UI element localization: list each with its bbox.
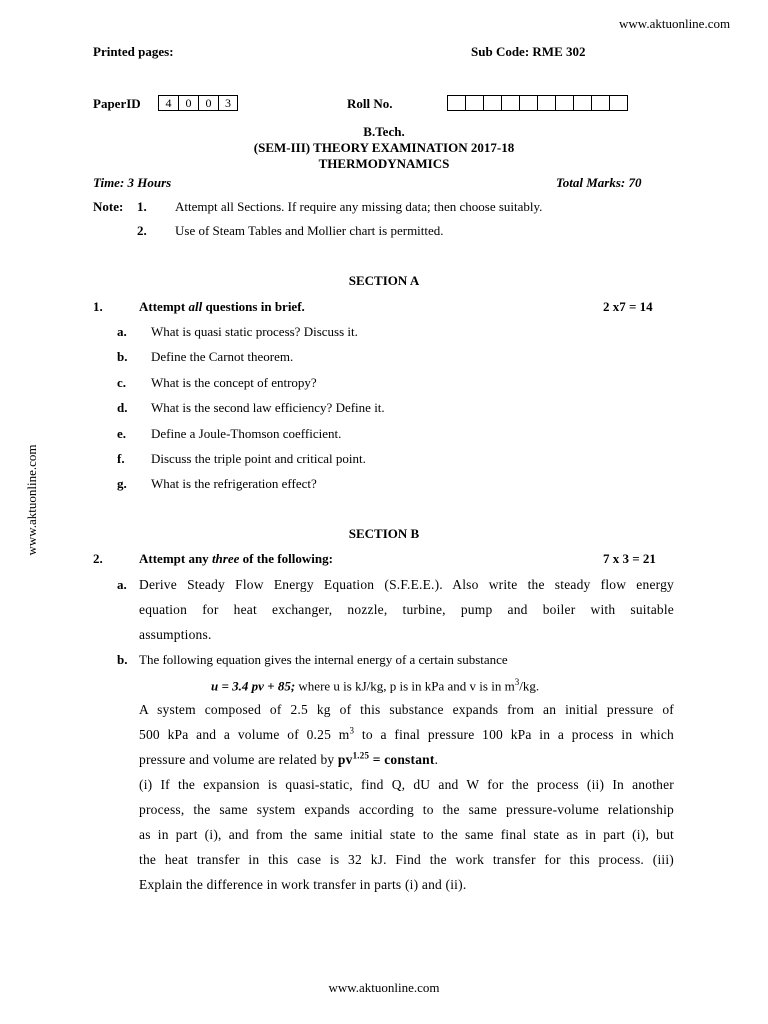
part-label: c. — [117, 375, 127, 390]
part-label: a. — [117, 577, 127, 592]
site-url-top[interactable]: www.aktuonline.com — [619, 16, 731, 31]
question-instruction: Attempt any three of the following: — [139, 551, 333, 566]
part-label: f. — [117, 451, 125, 466]
question-number: 2. — [93, 551, 103, 566]
part-text: Define a Joule-Thomson coefficient. — [151, 426, 342, 441]
part-label: b. — [117, 652, 128, 667]
degree-title: B.Tech. — [363, 124, 405, 139]
paper-id-boxes — [158, 95, 238, 111]
internal-energy-equation: u = 3.4 pv + 85; where u is kJ/kg, p is in kPa and v is in $m^3/kg$. — [211, 677, 540, 694]
part-label: d. — [117, 400, 128, 415]
part-a-text: Derive Steady Flow Energy Equation (S.F.E.E.). Also write the steady flow energy equation for heat exchanger, nozzle, turbine, pump and boiler with suitable assumptions. — [139, 577, 674, 642]
time-allowed: Time: 3 Hours — [93, 175, 172, 190]
part-label: b. — [117, 349, 128, 364]
note-number: 2. — [137, 223, 147, 238]
part-b-intro: The following equation gives the internal energy of a certain substance — [139, 652, 508, 667]
part-text: What is the second law efficiency? Define it. — [151, 400, 385, 415]
part-label: g. — [117, 476, 127, 491]
roll-no-box[interactable] — [447, 95, 465, 111]
roll-no-box[interactable] — [573, 95, 591, 111]
part-b-paragraph-1: A system composed of 2.5 kg of this substance expands from an initial pressure of 500 kPa and a volume of 0.25 $m^3$ to a final pressure 100 kPa in a process in which pressure and volume are related by $pv^{1.25}$ = constant. — [139, 702, 674, 767]
part-label: e. — [117, 426, 127, 441]
paper-id-digit: 0 — [178, 95, 198, 111]
part-text: What is the concept of entropy? — [151, 375, 317, 390]
paper-id-digit: 4 — [158, 95, 178, 111]
question-number: 1. — [93, 299, 103, 314]
roll-no-label: Roll No. — [347, 96, 393, 111]
note-label: Note: — [93, 199, 124, 214]
roll-no-box[interactable] — [519, 95, 537, 111]
roll-no-box[interactable] — [465, 95, 483, 111]
part-text: What is quasi static process? Discuss it. — [151, 324, 358, 339]
subject-title: THERMODYNAMICS — [318, 156, 450, 171]
part-label: a. — [117, 324, 127, 339]
question-marks: 7 x 3 = 21 — [603, 551, 656, 566]
printed-pages-label: Printed pages: — [93, 44, 174, 59]
roll-no-box[interactable] — [483, 95, 501, 111]
sub-code: Sub Code: RME 302 — [471, 44, 586, 59]
section-b-heading: SECTION B — [348, 526, 420, 541]
question-marks: 2 x7 = 14 — [603, 299, 653, 314]
part-text: What is the refrigeration effect? — [151, 476, 317, 491]
question-instruction: Attempt all questions in brief. — [139, 299, 305, 314]
roll-no-box[interactable] — [591, 95, 609, 111]
roll-no-boxes[interactable] — [447, 95, 628, 111]
footer-url[interactable]: www.aktuonline.com — [328, 980, 440, 995]
total-marks: Total Marks: 70 — [556, 175, 642, 190]
note-text: Use of Steam Tables and Mollier chart is permitted. — [175, 223, 444, 238]
side-watermark-url: www.aktuonline.com — [24, 444, 39, 556]
roll-no-box[interactable] — [609, 95, 628, 111]
roll-no-box[interactable] — [555, 95, 573, 111]
note-text: Attempt all Sections. If require any missing data; then choose suitably. — [175, 199, 543, 214]
roll-no-box[interactable] — [537, 95, 555, 111]
part-b-paragraph-2: (i) If the expansion is quasi-static, find Q, dU and W for the process (ii) In another process, the same system expands according to the same pressure-volume relationship as in part (i), and from the same initial state to the same final state as in part (i), but the heat transfer in this case is 32 kJ. Find the work transfer for this process. (iii) Explain the difference in work transfer in parts (i) and (ii). — [139, 777, 674, 892]
paper-id-digit: 0 — [198, 95, 218, 111]
note-number: 1. — [137, 199, 147, 214]
paper-id-digit: 3 — [218, 95, 238, 111]
roll-no-box[interactable] — [501, 95, 519, 111]
part-text: Discuss the triple point and critical point. — [151, 451, 366, 466]
paper-id-label: PaperID — [93, 96, 141, 111]
exam-title: (SEM-III) THEORY EXAMINATION 2017-18 — [253, 140, 515, 155]
section-a-heading: SECTION A — [348, 273, 420, 288]
part-text: Define the Carnot theorem. — [151, 349, 294, 364]
